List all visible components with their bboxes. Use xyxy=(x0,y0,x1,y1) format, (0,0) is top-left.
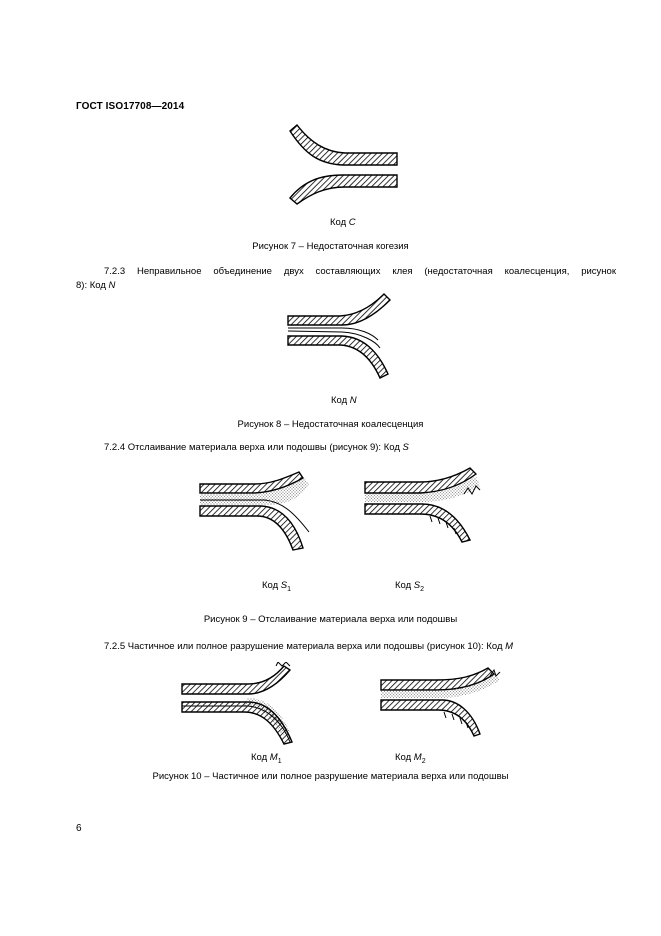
fig7-lower-strip xyxy=(290,175,397,204)
page-number: 6 xyxy=(76,823,82,834)
fig7-upper-strip xyxy=(290,125,397,165)
document-header: ГОСТ ISO17708—2014 xyxy=(76,101,185,112)
fig9-right-lower-strip xyxy=(365,504,470,542)
figure-9-right-diagram xyxy=(360,466,488,552)
figure-10-left-diagram xyxy=(178,662,302,748)
fig9-left-code-label: Код $S_1$ xyxy=(262,580,292,593)
fig9-right-code-label: Код $S_2$ xyxy=(395,580,425,593)
fig8-caption: Рисунок 8 – Недостаточная коалесценция xyxy=(237,419,424,430)
fig8-code-label: Код N xyxy=(331,395,357,406)
figure-10-right-diagram xyxy=(376,662,506,748)
fig10-left-torn-edge xyxy=(276,662,290,666)
fig10-left-code-label: Код $M_1$ xyxy=(251,752,282,765)
paragraph-7-2-3-line2: 8): Код N xyxy=(76,280,116,291)
fig9-caption: Рисунок 9 – Отслаивание материала верха или подошвы xyxy=(203,614,458,625)
fig10-left-lower-strip xyxy=(182,702,292,744)
paragraph-7-2-3-line1: 7.2.3 Неправильное объединение двух составляющих клея (недостаточная коалесценция, рисунок xyxy=(104,266,616,277)
fig8-lower-strip xyxy=(288,336,388,378)
paragraph-7-2-5: 7.2.5 Частичное или полное разрушение материала верха или подошвы (рисунок 10): Код M xyxy=(104,641,514,652)
fig7-code-label: Код C xyxy=(330,217,356,228)
paragraph-7-2-4: 7.2.4 Отслаивание материала верха или подошвы (рисунок 9): Код S xyxy=(104,442,409,453)
fig7-caption: Рисунок 7 – Недостаточная когезия xyxy=(252,241,409,252)
fig10-caption: Рисунок 10 – Частичное или полное разрушение материала верха или подошвы xyxy=(152,771,509,782)
fig10-right-lower-strip xyxy=(381,700,480,736)
paragraph-7-2-3 xyxy=(76,265,616,293)
fig9-left-lower-strip xyxy=(200,506,303,550)
figure-7-diagram xyxy=(285,120,405,208)
fig8-upper-strip xyxy=(288,294,390,325)
fig10-left-upper-strip xyxy=(182,666,290,694)
figure-9-left-diagram xyxy=(195,470,325,552)
figure-8-diagram xyxy=(280,290,392,382)
fig10-right-code-label: Код $M_2$ xyxy=(395,752,426,765)
